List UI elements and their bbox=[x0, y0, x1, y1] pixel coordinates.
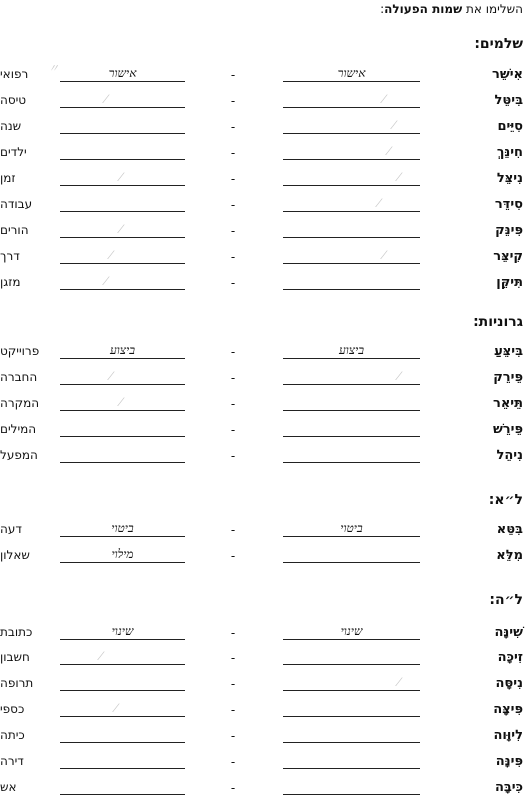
faint-pencil-mark: ⁄ bbox=[120, 223, 122, 236]
noun-label: אש bbox=[0, 780, 17, 794]
phrase-answer-line[interactable] bbox=[60, 436, 185, 437]
phrase-answer-line[interactable] bbox=[60, 185, 185, 186]
faint-pencil-mark: ⁄ bbox=[388, 145, 390, 158]
phrase-answer-line[interactable] bbox=[60, 133, 185, 134]
verb-label: בִּיצֵּעַ bbox=[494, 344, 523, 359]
verb-label: פֵּירֵק bbox=[493, 370, 523, 385]
verb-noun-answer-line[interactable] bbox=[283, 133, 420, 134]
phrase-answer-line[interactable] bbox=[60, 410, 185, 411]
verb-noun-answer-line[interactable] bbox=[283, 639, 420, 640]
noun-label: החברה bbox=[0, 370, 38, 384]
verb-label: פִּינֵּק bbox=[495, 223, 523, 238]
faint-pencil-mark: ⁄ bbox=[398, 370, 400, 383]
verb-label: פֵּירֵשׁ bbox=[492, 422, 523, 437]
phrase-answer-line[interactable] bbox=[60, 289, 185, 290]
noun-label: המילים bbox=[0, 422, 37, 436]
handwritten-answer: אישור bbox=[108, 66, 137, 80]
verb-noun-answer-line[interactable] bbox=[283, 185, 420, 186]
verb-label: פִּיצָּה bbox=[493, 702, 523, 717]
phrase-answer-line[interactable] bbox=[60, 639, 185, 640]
dash-separator: - bbox=[230, 523, 236, 537]
verb-noun-answer-line[interactable] bbox=[283, 159, 420, 160]
dash-separator: - bbox=[230, 729, 236, 743]
faint-pencil-mark: ⁄ bbox=[105, 275, 107, 288]
verb-label: חִינֵּךְ bbox=[496, 145, 523, 160]
faint-pencil-mark: ⁄ bbox=[383, 249, 385, 262]
dash-separator: - bbox=[230, 677, 236, 691]
verb-noun-answer-line[interactable] bbox=[283, 410, 420, 411]
dash-separator: - bbox=[230, 755, 236, 769]
handwritten-answer: ביטוי bbox=[340, 521, 363, 535]
verb-label: קִיצֵּר bbox=[493, 249, 523, 264]
phrase-answer-line[interactable] bbox=[60, 562, 185, 563]
verb-noun-answer-line[interactable] bbox=[283, 237, 420, 238]
verb-label: פִּינָּה bbox=[495, 754, 523, 769]
handwritten-answer: שינוי bbox=[111, 624, 134, 638]
noun-label: חשבון bbox=[0, 650, 30, 664]
handwritten-answer: מילוי bbox=[111, 547, 134, 561]
dash-separator: - bbox=[230, 371, 236, 385]
dash-separator: - bbox=[230, 449, 236, 463]
handwritten-answer: אישור bbox=[337, 66, 366, 80]
dash-separator: - bbox=[230, 120, 236, 134]
noun-label: שנה bbox=[0, 119, 22, 133]
phrase-answer-line[interactable] bbox=[60, 742, 185, 743]
verb-noun-answer-line[interactable] bbox=[283, 358, 420, 359]
page-title bbox=[380, 2, 523, 16]
verb-label: נִיהֵל bbox=[496, 448, 523, 463]
dash-separator: - bbox=[230, 651, 236, 665]
noun-label: עבודה bbox=[0, 197, 33, 211]
phrase-answer-line[interactable] bbox=[60, 237, 185, 238]
verb-noun-answer-line[interactable] bbox=[283, 263, 420, 264]
verb-noun-answer-line[interactable] bbox=[283, 562, 420, 563]
verb-noun-answer-line[interactable] bbox=[283, 742, 420, 743]
verb-label: כִּיבָּה bbox=[494, 780, 523, 795]
dash-separator: - bbox=[230, 626, 236, 640]
noun-label: ילדים bbox=[0, 145, 27, 159]
title-prefix: השלימו את bbox=[466, 2, 523, 16]
faint-pencil-mark: ⁄ bbox=[378, 197, 380, 210]
section-header: ל״א: bbox=[488, 492, 523, 508]
verb-noun-answer-line[interactable] bbox=[283, 536, 420, 537]
noun-label: שאלון bbox=[0, 548, 30, 562]
verb-label: שִׁינָּה bbox=[494, 625, 523, 640]
phrase-answer-line[interactable] bbox=[60, 384, 185, 385]
verb-noun-answer-line[interactable] bbox=[283, 384, 420, 385]
verb-label: תִּיקֵּן bbox=[496, 275, 523, 290]
dash-separator: - bbox=[230, 224, 236, 238]
verb-noun-answer-line[interactable] bbox=[283, 462, 420, 463]
phrase-answer-line[interactable] bbox=[60, 81, 185, 82]
dash-separator: - bbox=[230, 198, 236, 212]
phrase-answer-line[interactable] bbox=[60, 716, 185, 717]
handwritten-answer: ביצוע bbox=[338, 343, 365, 357]
verb-label: סִידֵּר bbox=[494, 197, 523, 212]
verb-noun-answer-line[interactable] bbox=[283, 664, 420, 665]
noun-label: כיתה bbox=[0, 728, 25, 742]
title-bold: שמות הפעולה bbox=[384, 2, 463, 16]
phrase-answer-line[interactable] bbox=[60, 263, 185, 264]
phrase-answer-line[interactable] bbox=[60, 768, 185, 769]
handwritten-answer: ביצוע bbox=[109, 343, 136, 357]
dash-separator: - bbox=[230, 146, 236, 160]
verb-noun-answer-line[interactable] bbox=[283, 436, 420, 437]
dash-separator: - bbox=[230, 68, 236, 82]
verb-noun-answer-line[interactable] bbox=[283, 81, 420, 82]
noun-label: כספי bbox=[0, 702, 25, 716]
phrase-answer-line[interactable] bbox=[60, 107, 185, 108]
noun-label: המפעל bbox=[0, 448, 38, 462]
section-header: גרוניות: bbox=[473, 314, 523, 330]
dash-separator: - bbox=[230, 172, 236, 186]
faint-pencil-mark: ⁄ bbox=[383, 93, 385, 106]
verb-noun-answer-line[interactable] bbox=[283, 716, 420, 717]
verb-label: בִּיטֵּל bbox=[494, 93, 523, 108]
section-header: ל״ה: bbox=[489, 592, 523, 608]
dash-separator: - bbox=[230, 397, 236, 411]
faint-pencil-mark: ⁄ bbox=[110, 249, 112, 262]
verb-label: סִיֵּים bbox=[497, 119, 523, 134]
phrase-answer-line[interactable] bbox=[60, 211, 185, 212]
verb-noun-answer-line[interactable] bbox=[283, 107, 420, 108]
phrase-answer-line[interactable] bbox=[60, 462, 185, 463]
verb-label: תֵּיאֵר bbox=[493, 396, 523, 411]
faint-pencil-mark: ⁄ bbox=[115, 702, 117, 715]
faint-pencil-mark: ⁄ bbox=[105, 93, 107, 106]
phrase-answer-line[interactable] bbox=[60, 159, 185, 160]
verb-noun-answer-line[interactable] bbox=[283, 211, 420, 212]
noun-label: דירה bbox=[0, 754, 24, 768]
verb-label: בִּטֵּא bbox=[496, 522, 523, 537]
faint-mark: 〃 bbox=[48, 62, 59, 75]
title-suffix: : bbox=[380, 2, 385, 16]
verb-noun-answer-line[interactable] bbox=[283, 768, 420, 769]
verb-label: אִישֵּׁר bbox=[492, 67, 523, 82]
verb-label: נִיסָּה bbox=[495, 676, 523, 691]
dash-separator: - bbox=[230, 549, 236, 563]
faint-pencil-mark: ⁄ bbox=[120, 396, 122, 409]
phrase-answer-line[interactable] bbox=[60, 664, 185, 665]
section-header: שלמים: bbox=[474, 36, 523, 52]
verb-noun-answer-line[interactable] bbox=[283, 289, 420, 290]
handwritten-answer: שינוי bbox=[340, 624, 363, 638]
dash-separator: - bbox=[230, 345, 236, 359]
noun-label: רפואי bbox=[0, 67, 29, 81]
faint-pencil-mark: ⁄ bbox=[120, 171, 122, 184]
faint-pencil-mark: ⁄ bbox=[110, 370, 112, 383]
noun-label: דרך bbox=[0, 249, 20, 263]
noun-label: המקרה bbox=[0, 396, 40, 410]
noun-label: תרופה bbox=[0, 676, 34, 690]
verb-label: זִיכָּה bbox=[497, 650, 523, 665]
dash-separator: - bbox=[230, 94, 236, 108]
verb-label: נִיצֵּל bbox=[496, 171, 523, 186]
faint-pencil-mark: ⁄ bbox=[393, 119, 395, 132]
noun-label: דעה bbox=[0, 522, 22, 536]
phrase-answer-line[interactable] bbox=[60, 690, 185, 691]
verb-noun-answer-line[interactable] bbox=[283, 690, 420, 691]
dash-separator: - bbox=[230, 250, 236, 264]
dash-separator: - bbox=[230, 423, 236, 437]
verb-label: לִיוָּוה bbox=[493, 728, 523, 743]
noun-label: זמן bbox=[0, 171, 16, 185]
dash-separator: - bbox=[230, 781, 236, 795]
faint-pencil-mark: ⁄ bbox=[398, 676, 400, 689]
faint-pencil-mark: ⁄ bbox=[398, 171, 400, 184]
noun-label: כתובת bbox=[0, 625, 33, 639]
phrase-answer-line[interactable] bbox=[60, 536, 185, 537]
noun-label: הורים bbox=[0, 223, 29, 237]
verb-noun-answer-line[interactable] bbox=[283, 794, 420, 795]
noun-label: מזגן bbox=[0, 275, 21, 289]
handwritten-answer: ביטוי bbox=[111, 521, 134, 535]
phrase-answer-line[interactable] bbox=[60, 794, 185, 795]
phrase-answer-line[interactable] bbox=[60, 358, 185, 359]
faint-pencil-mark: ⁄ bbox=[100, 650, 102, 663]
noun-label: פרוייקט bbox=[0, 344, 40, 358]
verb-label: מִלֵּא bbox=[496, 548, 523, 563]
dash-separator: - bbox=[230, 703, 236, 717]
noun-label: טיסה bbox=[0, 93, 27, 107]
dash-separator: - bbox=[230, 276, 236, 290]
